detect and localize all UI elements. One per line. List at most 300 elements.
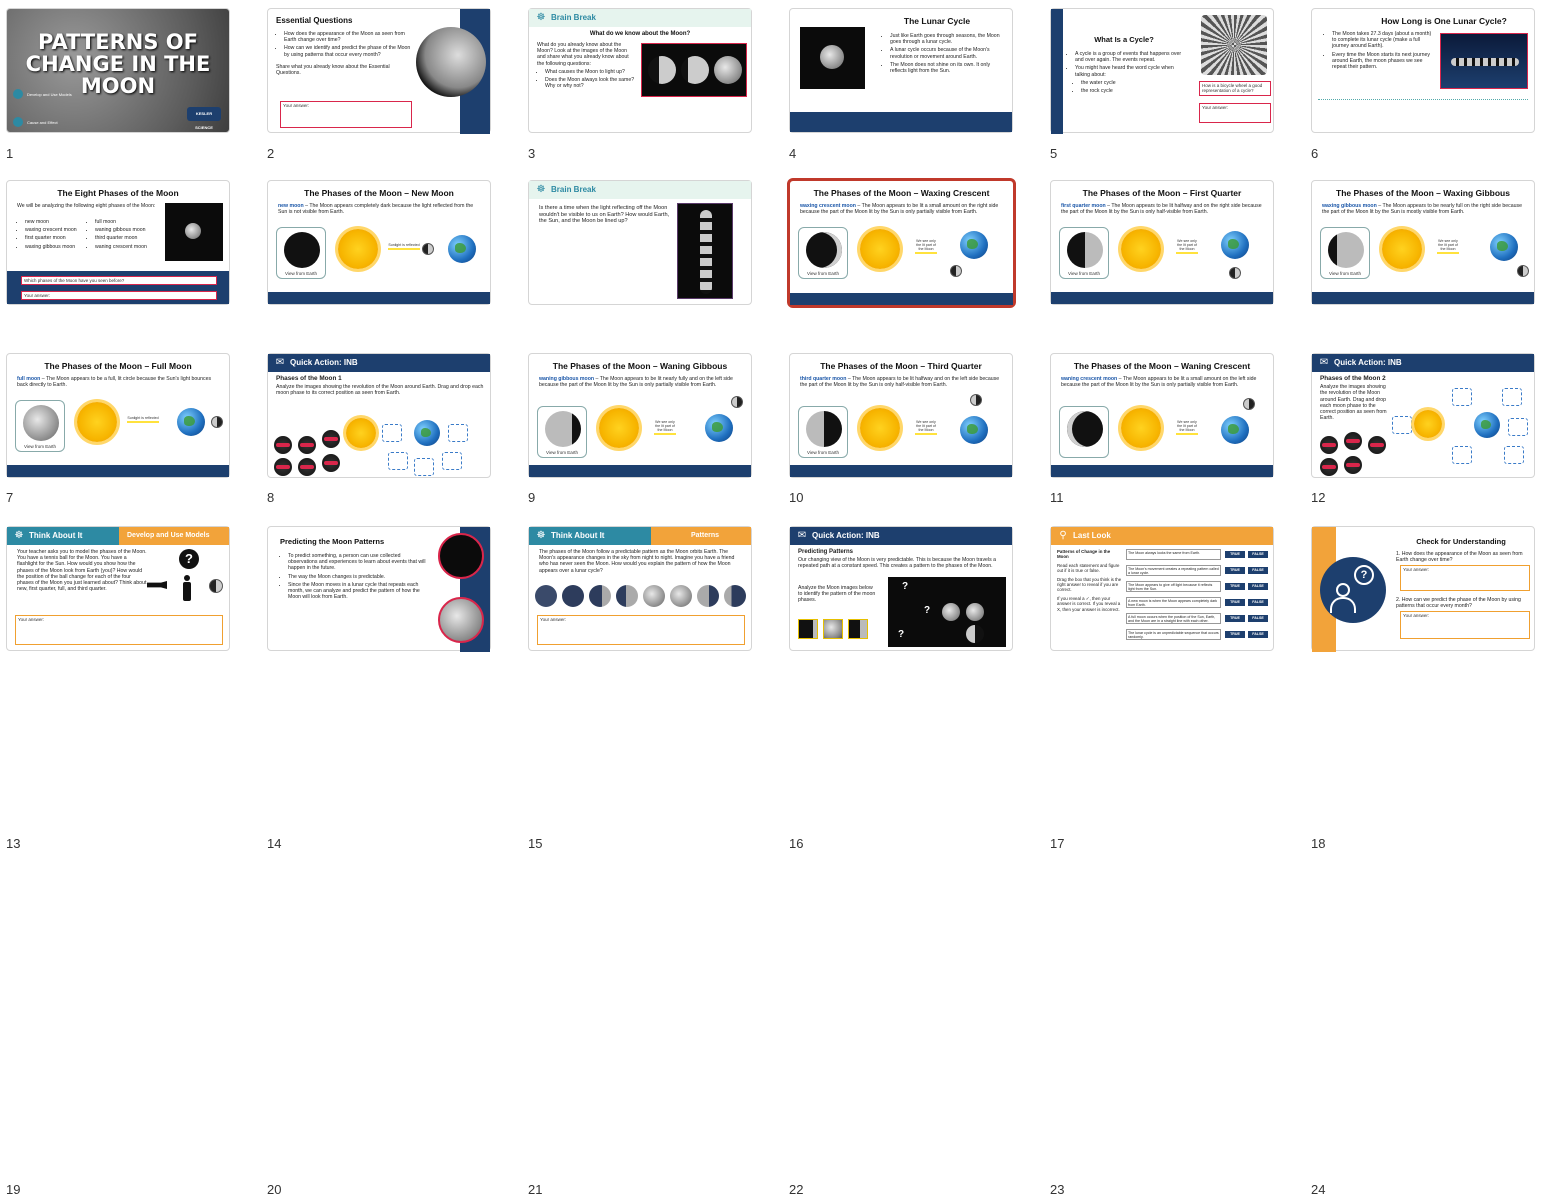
definition: – The Moon appears to be nearly full on the right side because the part of the Moon lit by the Sun is mostly visible from Earth.	[1322, 203, 1523, 216]
view-box	[798, 227, 848, 279]
moon-image	[806, 411, 842, 447]
moon-image	[23, 405, 59, 441]
bottom-bar	[529, 465, 751, 477]
slide-number: 9	[528, 490, 536, 505]
earth-image	[1221, 231, 1249, 259]
slide-thumbnail-17[interactable]	[1050, 353, 1274, 478]
view-label: View from Earth	[24, 444, 56, 449]
statement-row	[1126, 565, 1267, 576]
note-label: Sunlight is reflected	[127, 416, 159, 423]
header-right-label: Patterns	[651, 527, 751, 545]
view-box	[798, 406, 848, 458]
moon-tile	[848, 619, 868, 639]
model-icon	[13, 89, 23, 99]
slide-body	[539, 376, 744, 388]
question-2: 2. How can we predict the phase of the Moon by using patterns that occur every month?	[1396, 597, 1521, 610]
slide-title: PATTERNS OF CHANGE IN THE MOON	[25, 30, 211, 98]
slide-number: 20	[267, 1182, 282, 1197]
slide-number: 6	[1311, 146, 1319, 161]
slide-number: 12	[1311, 490, 1326, 505]
moon-image	[806, 232, 842, 268]
question-box: How is a bicycle wheel a good representation of a cycle?	[1199, 81, 1271, 96]
phase-strip	[700, 210, 712, 294]
sun-image	[346, 418, 376, 448]
draggable-moon[interactable]	[274, 436, 292, 454]
statement-row	[1126, 581, 1267, 592]
moon-image	[714, 56, 742, 84]
slide-body	[280, 553, 430, 602]
moon-phases-image	[438, 533, 484, 579]
slide-thumbnail-7[interactable]	[6, 180, 230, 305]
definition: – The Moon appears to be lit a small amount on the left side because the part of the Moon lit by the Sun is only partially visible from Earth.	[1061, 376, 1257, 389]
subtitle: Predicting Patterns	[798, 549, 854, 555]
list-item: • first quarter moon	[25, 235, 89, 241]
moon-tile	[823, 619, 843, 639]
false-button[interactable]: FALSE	[1248, 567, 1268, 574]
slide-thumbnail-23[interactable]	[1050, 526, 1274, 651]
note-label: We see only the lit part of the Moon	[1176, 420, 1198, 435]
note-label: We see only the lit part of the Moon	[915, 239, 937, 254]
false-button[interactable]: FALSE	[1248, 615, 1268, 622]
view-label: View from Earth	[807, 450, 839, 455]
slide-thumbnail-1[interactable]	[6, 8, 230, 133]
slide-number: 13	[6, 836, 21, 851]
view-label: View from Earth	[807, 271, 839, 276]
person-icon	[181, 575, 193, 601]
slide-title: Predicting the Moon Patterns	[280, 537, 385, 546]
prompt-text: We will be analyzing the following eight phases of the Moon:	[17, 203, 156, 209]
slide-number: 5	[1050, 146, 1058, 161]
drop-target[interactable]	[448, 424, 468, 442]
false-button[interactable]: FALSE	[1248, 599, 1268, 606]
slide-thumbnail-10[interactable]	[787, 178, 1016, 308]
slide-thumbnail-15[interactable]	[528, 353, 752, 478]
question-1: 1. How does the appearance of the Moon as seen from Earth change over time?	[1396, 551, 1523, 564]
slide-body	[276, 31, 411, 76]
bullet: • A cycle is a group of events that happens over and over again. The events repeat.	[1075, 51, 1187, 63]
bullet: • the water cycle	[1081, 80, 1187, 86]
false-button[interactable]: FALSE	[1248, 551, 1268, 558]
slide-number: 2	[267, 146, 275, 161]
moon-phases-column	[677, 203, 733, 299]
slide-title: How Long is One Lunar Cycle?	[1381, 16, 1507, 26]
label-develop-models: Develop and Use Models	[27, 92, 72, 97]
bottom-bar	[1051, 465, 1273, 477]
earth-image	[177, 408, 205, 436]
answer-box[interactable]: Your answer:	[1199, 103, 1271, 123]
draggable-moon[interactable]	[1344, 432, 1362, 450]
answer-box[interactable]: Your answer:	[280, 101, 412, 128]
slide-number: 14	[267, 836, 282, 851]
drop-target[interactable]	[1452, 388, 1472, 406]
slide-thumbnail-24[interactable]	[1311, 526, 1535, 651]
answer-box[interactable]: Your answer:	[1400, 565, 1530, 591]
slide-title: What do we know about the Moon?	[589, 31, 691, 37]
slide-thumbnail-13[interactable]	[6, 353, 230, 478]
slide-number: 16	[789, 836, 804, 851]
draggable-moon[interactable]	[1368, 436, 1386, 454]
bullet: • To predict something, a person can use collected observations and experiences to learn about events that will happen in the future.	[288, 553, 430, 572]
slide-thumbnail-18[interactable]	[1311, 353, 1535, 478]
prompt-text: Analyze the images showing the revolution of the Moon around Earth. Drag and drop each moon phase to its correct position as seen from Earth.	[276, 384, 484, 397]
answer-box[interactable]: Your answer:	[537, 615, 745, 645]
slide-title: The Phases of the Moon – New Moon	[304, 188, 454, 198]
slide-body	[537, 42, 635, 91]
view-box	[1059, 227, 1109, 279]
slide-number: 11	[1050, 490, 1064, 505]
slide-title: The Phases of the Moon – Waxing Gibbous	[1336, 188, 1510, 198]
slide-body	[278, 203, 483, 215]
slide-body	[1057, 549, 1123, 612]
term: third quarter moon	[800, 376, 847, 382]
header-label: Last Look	[1073, 531, 1111, 540]
moon-phases-image	[641, 43, 747, 97]
slide-body: The phases of the Moon follow a predictable pattern as the Moon orbits Earth. The Moon's appearance changes in the sky from night to night. Imagine you have a friend who has never seen the Moon. How would you explain the pattern of how the Moon appears over a lunar cycle?	[539, 549, 735, 574]
slide-thumbnail-3[interactable]	[528, 8, 752, 133]
sun-image	[860, 229, 900, 269]
note-label: We see only the lit part of the Moon	[1176, 239, 1198, 254]
half-moon-image	[211, 416, 223, 428]
draggable-moon[interactable]	[322, 454, 340, 472]
drop-target[interactable]	[1508, 418, 1528, 436]
moon-image	[942, 603, 960, 621]
bullet: • How does the appearance of the Moon as seen from Earth change over time?	[284, 31, 411, 43]
sun-image	[338, 229, 378, 269]
view-box	[1059, 406, 1109, 458]
slide-number: 23	[1050, 1182, 1065, 1197]
earth-image	[1474, 412, 1500, 438]
note-label: We see only the lit part of the Moon	[915, 420, 937, 435]
drop-target[interactable]	[442, 452, 462, 470]
slide-body	[1067, 51, 1187, 96]
list-item: • waxing crescent moon	[25, 227, 89, 233]
slide-number: 1	[6, 146, 14, 161]
term: waning gibbous moon	[539, 376, 595, 382]
lunar-cycle-image	[800, 27, 865, 89]
earth-image	[1221, 416, 1249, 444]
brain-icon: ☸	[536, 530, 546, 541]
phase-list-2	[87, 219, 159, 252]
draggable-moon[interactable]	[274, 458, 292, 476]
drop-target[interactable]	[414, 458, 434, 476]
definition: – The Moon appears to be lit halfway and on the left side because the part of the Moon lit by the Sun is only half-visible from Earth.	[800, 376, 1000, 389]
moon-image	[1067, 411, 1103, 447]
true-button[interactable]: TRUE	[1225, 567, 1245, 574]
divider	[1318, 99, 1528, 100]
brain-icon: ☸	[536, 12, 546, 23]
drop-target[interactable]	[1392, 416, 1412, 434]
slide-thumbnail-5[interactable]	[1050, 8, 1274, 133]
slide-body	[1061, 376, 1266, 388]
slide-thumbnail-11[interactable]	[1050, 180, 1274, 305]
moon-image	[438, 597, 484, 643]
header-label: Brain Break	[551, 13, 596, 22]
answer-box[interactable]: Your answer:	[15, 615, 223, 645]
slide-title: Check for Understanding	[1416, 537, 1506, 546]
header-label: Quick Action: INB	[812, 531, 880, 540]
slide-thumbnail-21[interactable]	[528, 526, 752, 651]
half-moon-image	[209, 579, 223, 593]
list-item: • full moon	[95, 219, 159, 225]
true-button[interactable]: TRUE	[1225, 615, 1245, 622]
term: waxing gibbous moon	[1322, 203, 1377, 209]
slide-number: 4	[789, 146, 797, 161]
bullet: • The Moon takes 27.3 days (about a month) to complete its lunar cycle (make a full journey around Earth).	[1332, 31, 1434, 50]
note-label: Sunlight is reflected	[388, 243, 420, 250]
false-button[interactable]: FALSE	[1248, 631, 1268, 638]
sun-image	[1382, 229, 1422, 269]
definition: – The Moon appears to be lit a small amount on the right side because the part of the Moon lit by the Sun is only partially visible from Earth.	[800, 203, 999, 216]
cause-icon	[13, 117, 23, 127]
true-button[interactable]: TRUE	[1225, 631, 1245, 638]
slide-number: 19	[6, 1182, 21, 1197]
question-icon: ?	[179, 549, 199, 569]
view-label: View from Earth	[285, 271, 317, 276]
bottom-bar	[790, 465, 1012, 477]
term: new moon	[278, 203, 304, 209]
bullet: • You might have heard the word cycle when talking about:	[1075, 65, 1187, 77]
view-label: View from Earth	[1068, 271, 1100, 276]
slide-thumbnail-9[interactable]	[528, 180, 752, 305]
slide-title: The Phases of the Moon – Waxing Crescent	[813, 188, 990, 198]
moon-calendar-grid	[888, 577, 1006, 647]
slide-thumbnail-8[interactable]	[267, 180, 491, 305]
slide-body	[17, 376, 222, 388]
slide-thumbnail-16[interactable]	[789, 353, 1013, 478]
slide-number: 21	[528, 1182, 543, 1197]
drop-target[interactable]	[1502, 388, 1522, 406]
half-moon-image	[1243, 398, 1255, 410]
answer-box[interactable]: Your answer:	[21, 291, 217, 300]
moon-image	[1067, 232, 1103, 268]
bullet: • How can we identify and predict the phase of the Moon by using patterns that occur every month?	[284, 45, 411, 57]
view-label: View from Earth	[546, 450, 578, 455]
missing-phase-mark: ?	[902, 581, 909, 592]
bottom-bar	[1312, 292, 1534, 304]
statement-text: A new moon is when the Moon appears completely dark from Earth.	[1126, 597, 1221, 608]
view-box	[1320, 227, 1370, 279]
slide-thumbnail-20[interactable]	[267, 526, 491, 651]
sun-image	[1121, 229, 1161, 269]
definition: – The Moon appears to be a full, lit circle because the Sun's light bounces back directly to Earth.	[17, 376, 212, 389]
header-label: Think About It	[551, 531, 605, 540]
search-icon: ⚲	[1059, 530, 1067, 541]
megaphone-icon: ✉	[797, 530, 807, 541]
list-item: • new moon	[25, 219, 89, 225]
statement-row	[1126, 597, 1267, 608]
slide-title: The Phases of the Moon – Waning Gibbous	[552, 361, 728, 371]
bullet: • the rock cycle	[1081, 88, 1187, 94]
half-moon-image	[950, 265, 962, 277]
slide-number: 15	[528, 836, 543, 851]
earth-image	[448, 235, 476, 263]
draggable-moon[interactable]	[322, 430, 340, 448]
false-button[interactable]: FALSE	[1248, 583, 1268, 590]
bullet: • The Moon does not shine on its own. It only reflects light from the Sun.	[890, 62, 1007, 74]
slide-number: 22	[789, 1182, 804, 1197]
slide-title: The Phases of the Moon – Full Moon	[44, 361, 192, 371]
slide-body	[1320, 376, 1390, 421]
true-button[interactable]: TRUE	[1225, 583, 1245, 590]
slide-number: 7	[6, 490, 14, 505]
slide-number: 17	[1050, 836, 1065, 851]
bicycle-wheel-image	[1201, 15, 1267, 75]
sun-image	[77, 402, 117, 442]
slide-body	[1061, 203, 1266, 215]
slide-number: 8	[267, 490, 275, 505]
statement-row	[1126, 613, 1267, 624]
slide-body: Is there a time when the light reflecting off the Moon wouldn't be visible to us on Earth? How would Earth, the Sun, and the Moon be lined up?	[539, 205, 670, 225]
bullet: • What causes the Moon to light up?	[545, 69, 635, 75]
slide-body	[17, 203, 157, 209]
definition: – The Moon appears completely dark because the light reflected from the Sun is not visible from Earth.	[278, 203, 474, 216]
prompt-text: Share what you already know about the Essential Questions.	[276, 63, 390, 77]
slide-number: 10	[789, 490, 804, 505]
slide-title: The Phases of the Moon – First Quarter	[1082, 188, 1242, 198]
slide-thumbnail-6[interactable]	[1311, 8, 1535, 133]
moon-phase-strip	[535, 585, 747, 607]
statement-row	[1126, 629, 1267, 640]
bullet: • Since the Moon moves in a lunar cycle that repeats each month, we can analyze and predict the pattern of how the Moon will look from Earth.	[288, 582, 430, 601]
statement-text: The Moon's movement creates a repeating pattern called a lunar cycle.	[1126, 565, 1221, 576]
note-label: We see only the lit part of the Moon	[654, 420, 676, 435]
half-moon-image	[422, 243, 434, 255]
sun-image	[860, 408, 900, 448]
slide-number: 18	[1311, 836, 1326, 851]
view-box	[15, 400, 65, 452]
instruction-text: Drag the box that you think is the right answer to reveal if you are correct.	[1057, 576, 1122, 593]
statement-text: The Moon appears to give off light because it reflects light from the Sun.	[1126, 581, 1221, 592]
phase-list-1	[17, 219, 89, 252]
drop-target[interactable]	[388, 452, 408, 470]
slide-thumbnail-12[interactable]	[1311, 180, 1535, 305]
moon-orbit-image	[165, 203, 223, 261]
phase-strip	[1451, 58, 1519, 66]
definition: – The Moon appears to be lit halfway and on the right side because the part of the Moon lit by the Sun is only half-visible from Earth.	[1061, 203, 1262, 216]
term: waning crescent moon	[1061, 376, 1118, 382]
slide-thumbnail-22[interactable]	[789, 526, 1013, 651]
slide-title: Essential Questions	[276, 16, 353, 25]
slide-body	[882, 33, 1007, 76]
earth-image	[1490, 233, 1518, 261]
statement-row	[1126, 549, 1267, 560]
bottom-bar	[7, 465, 229, 477]
megaphone-icon: ✉	[1319, 357, 1329, 368]
statement-text: The lunar cycle is an unpredictable sequence that occurs randomly.	[1126, 629, 1221, 640]
slide-title: The Lunar Cycle	[903, 16, 971, 26]
moon-image	[284, 232, 320, 268]
drop-target[interactable]	[1504, 446, 1524, 464]
earth-image	[414, 420, 440, 446]
draggable-moon[interactable]	[1344, 456, 1362, 474]
half-moon-image	[731, 396, 743, 408]
earth-image	[960, 231, 988, 259]
moon-image	[648, 56, 676, 84]
slide-body	[800, 376, 1005, 388]
brain-icon: ☸	[14, 530, 24, 541]
missing-phase-mark: ?	[898, 629, 905, 640]
header-label: Quick Action: INB	[1334, 358, 1402, 367]
list-item: • waning crescent moon	[95, 244, 159, 250]
term: full moon	[17, 376, 41, 382]
draggable-moon[interactable]	[1320, 436, 1338, 454]
slide-title: The Phases of the Moon – Third Quarter	[820, 361, 982, 371]
bullet: • Every time the Moon starts its next journey around Earth, the moon phases we see repeat their pattern.	[1332, 52, 1434, 71]
moon-tile	[798, 619, 818, 639]
slide-body	[800, 203, 1005, 215]
list-item: • waning gibbous moon	[95, 227, 159, 233]
megaphone-icon: ✉	[275, 357, 285, 368]
subtitle: Phases of the Moon 1	[276, 375, 342, 382]
moon-image	[1328, 232, 1364, 268]
term: waxing crescent moon	[800, 203, 856, 209]
sun-image	[1414, 410, 1442, 438]
view-label: View from Earth	[1329, 271, 1361, 276]
student-question-icon: ?	[1320, 557, 1386, 623]
kesler-logo: KESLER SCIENCE	[187, 107, 221, 121]
bottom-bar	[790, 293, 1013, 305]
moon-image	[416, 27, 486, 97]
header-right-label: Develop and Use Models	[119, 527, 229, 545]
half-moon-image	[970, 394, 982, 406]
statement-text: The Moon always looks the same from Earth.	[1126, 549, 1221, 560]
earth-image	[960, 416, 988, 444]
definition: – The Moon appears to be lit nearly fully and on the left side because the part of the Moon lit by the Sun is only partially visible from Earth.	[539, 376, 733, 389]
bottom-bar	[268, 292, 490, 304]
bullet: • Just like Earth goes through seasons, the Moon goes through a lunar cycle.	[890, 33, 1007, 45]
bottom-bar	[1051, 292, 1273, 304]
prompt-text: Our changing view of the Moon is very predictable. This is because the Moon travels a repeated path at a constant speed. This creates a pattern to the phases of the Moon.	[798, 557, 996, 570]
half-moon-image	[1517, 265, 1529, 277]
slide-body	[798, 549, 1008, 570]
statement-text: A full moon occurs when the position of the Sun, Earth, and the Moon are in a straight line with each other.	[1126, 613, 1221, 624]
slide-thumbnail-14[interactable]	[267, 353, 491, 478]
slide-body	[1322, 203, 1527, 215]
earth-image	[705, 414, 733, 442]
slide-title: The Phases of the Moon – Waning Crescent	[1073, 361, 1251, 371]
header-label: Think About It	[29, 531, 83, 540]
note-label: We see only the lit part of the Moon	[1437, 239, 1459, 254]
draggable-moon[interactable]	[298, 436, 316, 454]
flashlight-icon	[147, 581, 167, 589]
draggable-moon[interactable]	[1320, 458, 1338, 476]
slide-body	[1324, 31, 1434, 72]
header-label: Brain Break	[551, 185, 596, 194]
view-box	[537, 406, 587, 458]
slide-thumbnail-2[interactable]	[267, 8, 491, 133]
slide-body	[276, 376, 486, 397]
slide-thumbnail-19[interactable]	[6, 526, 230, 651]
moon-image	[545, 411, 581, 447]
moon-image	[681, 56, 709, 84]
slide-title: The Eight Phases of the Moon	[57, 188, 179, 198]
answer-box[interactable]: Your answer:	[1400, 611, 1530, 639]
drop-target[interactable]	[382, 424, 402, 442]
instruction-text: Analyze the Moon images below to identify the pattern of the moon phases.	[798, 585, 876, 604]
label-cause-effect: Cause and Effect	[27, 120, 58, 125]
true-button[interactable]: TRUE	[1225, 599, 1245, 606]
drop-target[interactable]	[1452, 446, 1472, 464]
draggable-moon[interactable]	[298, 458, 316, 476]
true-button[interactable]: TRUE	[1225, 551, 1245, 558]
slide-thumbnail-4[interactable]	[789, 8, 1013, 133]
instruction-text: Read each statement and figure out if it is true or false.	[1057, 562, 1120, 574]
subtitle: Phases of the Moon 2	[1320, 375, 1386, 382]
subtitle: Patterns of Change in the Moon	[1057, 549, 1111, 560]
instruction-text: If you reveal a ✓, then your answer is correct. If you reveal a X, then your answer is incorrect.	[1057, 595, 1121, 612]
moon-image	[185, 223, 201, 239]
moon-image	[966, 603, 984, 621]
